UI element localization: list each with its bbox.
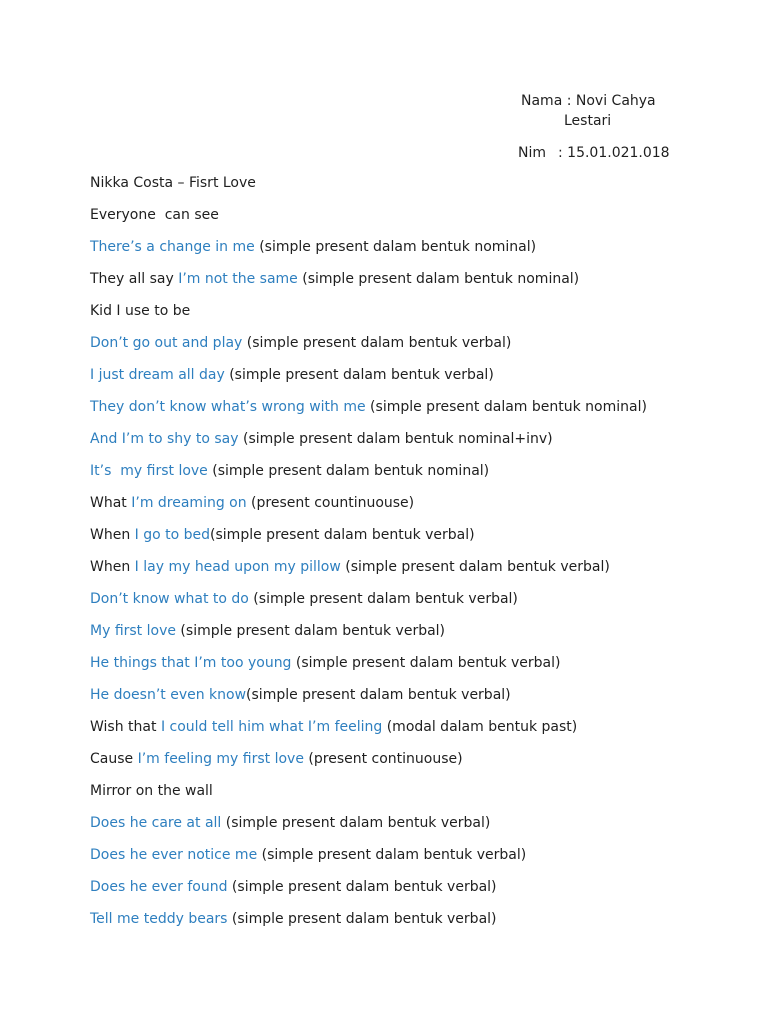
plain-text: (present continuouse) (303, 751, 463, 767)
plain-text: (simple present dalam bentuk nominal) (297, 271, 580, 287)
lyric-line (90, 333, 750, 365)
lyric-line (90, 685, 750, 717)
lyric-line (90, 525, 750, 557)
plain-text: They all say (90, 271, 179, 287)
highlighted-phrase: Don’t go out and play (90, 335, 243, 351)
highlighted-phrase: He things that I’m too young (90, 655, 292, 671)
plain-text: (simple present dalam bentuk verbal) (242, 335, 512, 351)
plain-text: Kid I use to be (90, 303, 191, 319)
plain-text: (simple present dalam bentuk verbal) (340, 559, 610, 575)
plain-text: (simple present dalam bentuk nominal) (254, 239, 537, 255)
plain-text: (simple present dalam bentuk verbal) (210, 527, 475, 543)
lyric-line (90, 845, 750, 877)
lyric-line (90, 653, 750, 685)
plain-text: (present countinuouse) (246, 495, 415, 511)
lyric-line (90, 589, 750, 621)
plain-text: (simple present dalam bentuk verbal) (291, 655, 561, 671)
lyric-line (90, 781, 750, 813)
highlighted-phrase: Does he ever found (90, 879, 228, 895)
lyric-line (90, 397, 750, 429)
highlighted-phrase: Don’t know what to do (90, 591, 249, 607)
highlighted-phrase: There’s a change in me (90, 239, 255, 255)
lyric-line (90, 717, 750, 749)
highlighted-phrase: Does he care at all (90, 815, 222, 831)
plain-text: When (90, 527, 135, 543)
plain-text: (simple present dalam bentuk verbal) (248, 591, 518, 607)
plain-text: (simple present dalam bentuk verbal) (175, 623, 446, 639)
lyric-line (90, 813, 750, 845)
highlighted-phrase: I could tell him what I’m feeling (160, 719, 383, 735)
plain-text: (modal dalam bentuk past) (382, 719, 578, 735)
nama-label: Nama : Novi Cahya (521, 93, 656, 109)
highlighted-phrase: Does he ever notice me (90, 847, 258, 863)
lyric-line (90, 237, 750, 269)
plain-text: When (90, 559, 135, 575)
lyric-line (90, 749, 750, 781)
lyric-line (90, 909, 750, 941)
highlighted-phrase: Tell me teddy bears (90, 911, 228, 927)
lyric-line (90, 461, 750, 493)
lyric-analysis-list (90, 173, 750, 941)
nama-continuation: Lestari (564, 113, 612, 129)
highlighted-phrase: I’m feeling my first love (137, 751, 304, 767)
plain-text: Cause (90, 751, 138, 767)
plain-text: Nikka Costa – Fisrt Love (90, 175, 256, 191)
highlighted-phrase: I go to bed (134, 527, 211, 543)
highlighted-phrase: He doesn’t even know (90, 687, 247, 703)
plain-text: (simple present dalam bentuk nominal) (365, 399, 647, 415)
lyric-line (90, 301, 750, 333)
nim-value: : 15.01.021.018 (558, 145, 670, 161)
highlighted-phrase: I’m not the same (178, 271, 298, 287)
lyric-line (90, 621, 750, 653)
lyric-line (90, 269, 750, 301)
highlighted-phrase: And I’m to shy to say (90, 431, 239, 447)
plain-text: Mirror on the wall (90, 783, 213, 799)
plain-text: (simple present dalam bentuk verbal) (257, 847, 527, 863)
highlighted-phrase: My first love (90, 623, 176, 639)
plain-text: (simple present dalam bentuk nominal) (207, 463, 490, 479)
lyric-line (90, 493, 750, 525)
lyric-line (90, 877, 750, 909)
highlighted-phrase: I just dream all day (90, 367, 225, 383)
highlighted-phrase: They don’t know what’s wrong with me (90, 399, 366, 415)
lyric-line (90, 205, 750, 237)
highlighted-phrase: It’s my first love (90, 463, 208, 479)
nim-label: Nim (518, 145, 546, 161)
plain-text: (simple present dalam bentuk verbal) (221, 815, 491, 831)
highlighted-phrase: I lay my head upon my pillow (134, 559, 341, 575)
plain-text: (simple present dalam bentuk verbal) (224, 367, 494, 383)
plain-text: (simple present dalam bentuk verbal) (246, 687, 511, 703)
lyric-line (90, 429, 750, 461)
plain-text: Everyone can see (90, 207, 219, 223)
plain-text: (simple present dalam bentuk nominal+inv) (238, 431, 553, 447)
lyric-line (90, 557, 750, 589)
highlighted-phrase: I’m dreaming on (131, 495, 247, 511)
plain-text: Wish that (90, 719, 161, 735)
lyric-line (90, 173, 750, 205)
plain-text: (simple present dalam bentuk verbal) (227, 911, 497, 927)
plain-text: What (90, 495, 132, 511)
plain-text: (simple present dalam bentuk verbal) (227, 879, 497, 895)
lyric-line (90, 365, 750, 397)
